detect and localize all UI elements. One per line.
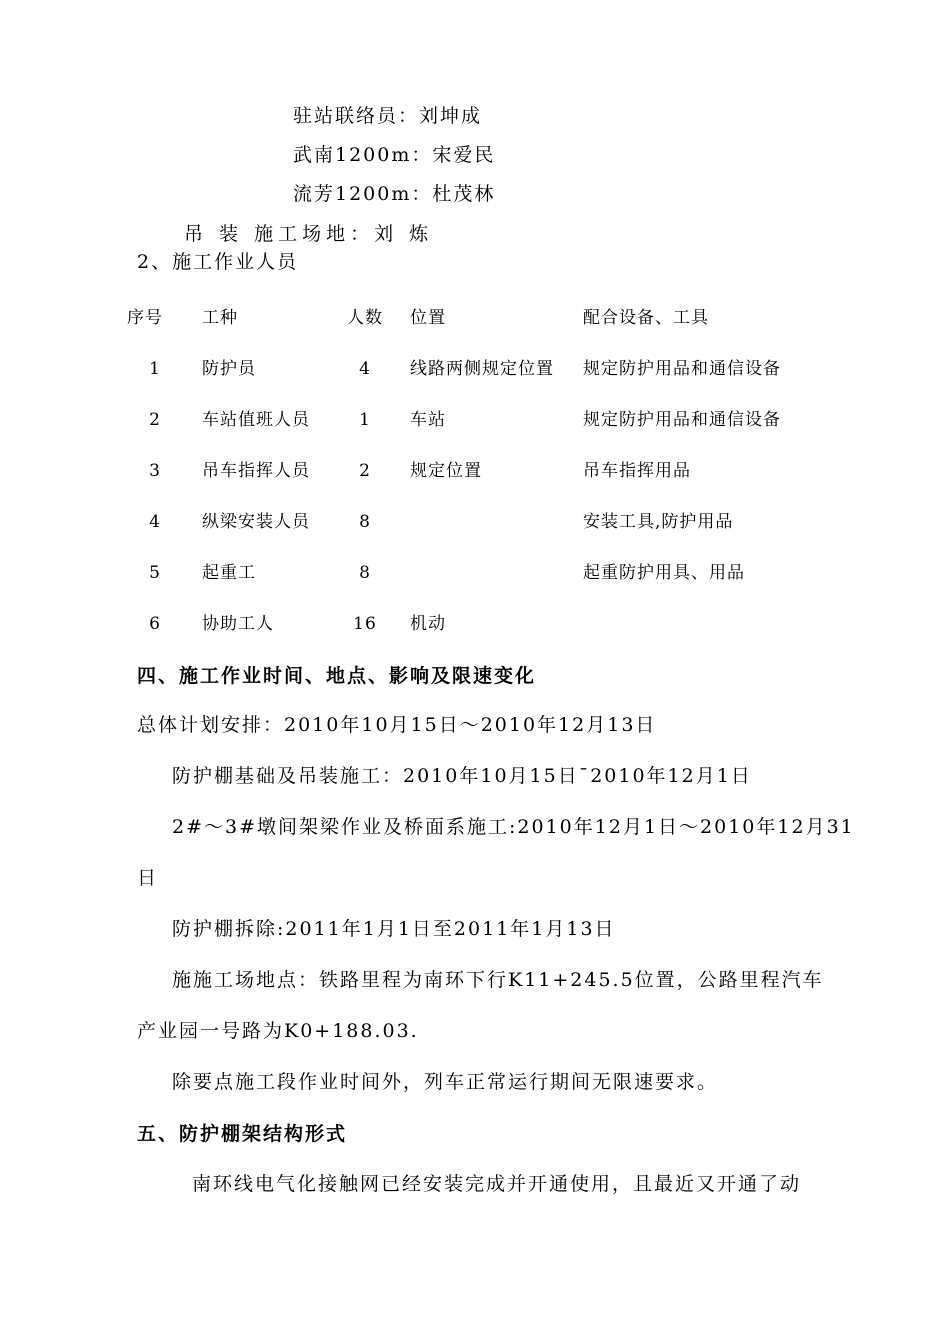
section-4-title: 四、施工作业时间、地点、影响及限速变化: [137, 665, 537, 687]
site-location-line-2: 产业园一号路为K0+188.03.: [137, 1020, 419, 1042]
cell-count: 16: [353, 614, 377, 634]
section-2-title: 2、施工作业人员: [137, 251, 299, 273]
cell-position: 车站: [410, 410, 446, 430]
cell-count: 1: [359, 410, 371, 430]
foundation-schedule: 防护棚基础及吊装施工：2010年10月15日¯2010年12月1日: [172, 765, 752, 787]
section-5-title: 五、防护棚架结构形式: [137, 1123, 348, 1145]
beam-schedule-line-1: 2#～3#墩间架梁作业及桥面系施工:2010年12月1日～2010年12月31: [172, 816, 855, 838]
cell-type: 纵梁安装人员: [202, 512, 310, 532]
cell-position: 机动: [410, 614, 446, 634]
cell-no: 1: [149, 359, 161, 379]
removal-schedule: 防护棚拆除:2011年1月1日至2011年1月13日: [172, 918, 616, 940]
station-liaison-line: 驻站联络员：刘坤成: [293, 105, 483, 127]
liufang-contact-line: 流芳1200m：杜茂林: [293, 183, 496, 205]
cell-equipment: 规定防护用品和通信设备: [583, 410, 781, 430]
cell-position: 线路两侧规定位置: [410, 359, 554, 379]
header-count: 人数: [347, 308, 383, 328]
cell-type: 协助工人: [202, 614, 274, 634]
cell-type: 车站值班人员: [202, 410, 310, 430]
header-position: 位置: [410, 308, 446, 328]
cell-type: 防护员: [202, 359, 256, 379]
lifting-site-line: 吊 装 施工场地：刘 炼: [184, 223, 434, 245]
overall-schedule: 总体计划安排：2010年10月15日～2010年12月13日: [137, 714, 657, 736]
cell-equipment: 安装工具,防护用品: [583, 512, 734, 532]
cell-equipment: 吊车指挥用品: [583, 461, 691, 481]
cell-equipment: 规定防护用品和通信设备: [583, 359, 781, 379]
cell-count: 8: [359, 512, 371, 532]
cell-no: 2: [149, 410, 161, 430]
header-type: 工种: [202, 308, 238, 328]
cell-count: 8: [359, 563, 371, 583]
cell-no: 6: [149, 614, 161, 634]
cell-type: 起重工: [202, 563, 256, 583]
header-no: 序号: [127, 308, 163, 328]
header-equipment: 配合设备、工具: [583, 308, 709, 328]
cell-count: 4: [359, 359, 371, 379]
cell-type: 吊车指挥人员: [202, 461, 310, 481]
cell-no: 4: [149, 512, 161, 532]
site-location-line-1: 施施工场地点：铁路里程为南环下行K11+245.5位置，公路里程汽车: [172, 969, 824, 991]
section-5-paragraph: 南环线电气化接触网已经安装完成并开通使用，且最近又开通了动: [192, 1173, 802, 1195]
cell-no: 5: [149, 563, 161, 583]
cell-position: 规定位置: [410, 461, 482, 481]
cell-count: 2: [359, 461, 371, 481]
speed-restriction-note: 除要点施工段作业时间外，列车正常运行期间无限速要求。: [172, 1071, 719, 1093]
cell-equipment: 起重防护用具、用品: [583, 563, 745, 583]
cell-no: 3: [149, 461, 161, 481]
wunan-contact-line: 武南1200m：宋爱民: [293, 144, 496, 166]
beam-schedule-line-2: 日: [137, 867, 159, 889]
